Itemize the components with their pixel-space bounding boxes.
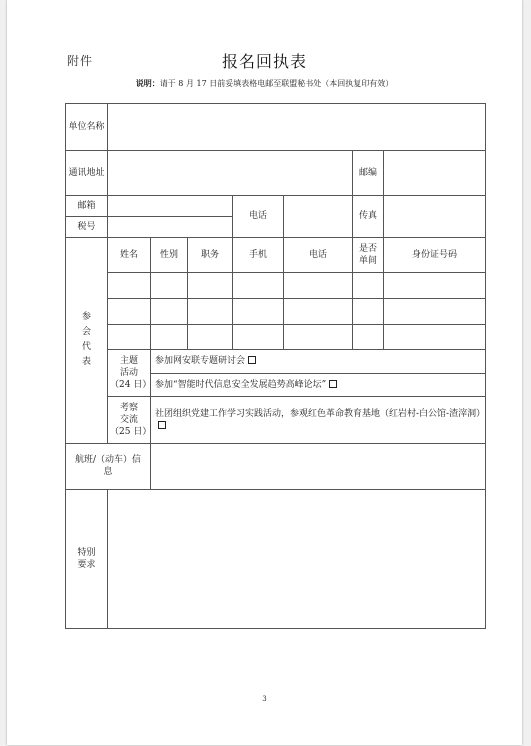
address-field[interactable] [108, 151, 353, 195]
checkbox-icon[interactable] [329, 380, 337, 388]
unit-name-row [66, 104, 486, 151]
theme-option-2[interactable] [151, 374, 486, 397]
instruction-note-label: 说明： [135, 79, 160, 88]
participant-id-cell[interactable] [384, 299, 486, 324]
participant-mobile-cell[interactable] [233, 324, 284, 349]
instruction-note [7, 78, 522, 89]
col-position: 职务 [188, 238, 233, 273]
participant-position-cell[interactable] [188, 273, 233, 299]
tax-label: 税号 [66, 216, 108, 237]
col-gender: 性别 [151, 238, 188, 273]
participants-label [66, 238, 108, 444]
registration-form-table [65, 103, 486, 629]
participant-name-cell[interactable] [108, 273, 151, 299]
email-label: 邮箱 [66, 195, 108, 216]
participant-phone-cell[interactable] [284, 324, 353, 349]
email-field[interactable] [108, 195, 233, 216]
visit-date: （25 日） [110, 426, 152, 437]
document-page [7, 0, 522, 745]
special-requirements-label [66, 489, 108, 628]
participant-row [66, 324, 486, 349]
theme-option-1-text: 参加网安联专题研讨会 [155, 356, 246, 367]
address-row [66, 151, 486, 195]
theme-activity-label-text: 主题活动 [119, 356, 138, 378]
col-phone: 电话 [284, 238, 353, 273]
participant-dine-cell[interactable] [353, 324, 384, 349]
participant-name-cell[interactable] [108, 324, 151, 349]
col-mobile: 手机 [233, 238, 284, 273]
col-dine: 是否单间 [353, 238, 384, 273]
participant-mobile-cell[interactable] [233, 299, 284, 324]
participants-label-text: 参会代表 [81, 312, 91, 368]
participant-gender-cell[interactable] [151, 299, 188, 324]
participant-phone-cell[interactable] [284, 299, 353, 324]
visit-option-text: 社团组织党建工作学习实践活动，参观红色革命教育基地（红岩村-白公馆-渣滓洞） [155, 408, 486, 419]
tax-field[interactable] [108, 216, 233, 237]
special-requirements-row [66, 489, 486, 628]
special-requirements-field[interactable] [108, 489, 486, 628]
visit-option[interactable] [151, 397, 486, 443]
participant-mobile-cell[interactable] [233, 273, 284, 299]
participant-id-cell[interactable] [384, 273, 486, 299]
visit-label [108, 397, 151, 443]
participant-phone-cell[interactable] [284, 273, 353, 299]
checkbox-icon[interactable] [158, 421, 166, 429]
flight-label-text: 航班/（动车）信息 [74, 455, 142, 478]
participants-header-row [66, 238, 486, 273]
fax-label: 传真 [353, 195, 384, 237]
theme-activity-label [108, 349, 151, 396]
special-requirements-label-text: 特别要求 [77, 547, 96, 570]
page-title: 报名回执表 [221, 52, 307, 71]
participant-gender-cell[interactable] [151, 324, 188, 349]
fax-field[interactable] [384, 195, 486, 237]
theme-activity-date: （24 日） [110, 380, 152, 390]
page-number: 3 [262, 695, 267, 703]
postcode-label: 邮编 [353, 151, 384, 195]
participant-position-cell[interactable] [188, 299, 233, 324]
theme-option-1[interactable] [151, 349, 486, 373]
postcode-field[interactable] [384, 151, 486, 195]
phone-field[interactable] [284, 195, 353, 237]
email-row [66, 195, 486, 216]
flight-label [66, 443, 151, 489]
participant-name-cell[interactable] [108, 299, 151, 324]
participant-row [66, 299, 486, 324]
visit-row [66, 397, 486, 443]
visit-label-text: 考察交流 [119, 402, 138, 425]
participant-gender-cell[interactable] [151, 273, 188, 299]
phone-label: 电话 [233, 195, 284, 237]
instruction-note-text: 请于 8 月 17 日前妥填表格电邮至联盟秘书处（本回执复印有效） [159, 79, 394, 88]
flight-row [66, 443, 486, 489]
participant-row [66, 273, 486, 299]
theme-activity-row-1 [66, 349, 486, 373]
theme-option-2-text: 参加“智能时代信息安全发展趋势高峰论坛” [155, 380, 327, 391]
unit-name-label: 单位名称 [66, 104, 108, 151]
participant-dine-cell[interactable] [353, 299, 384, 324]
col-name: 姓名 [108, 238, 151, 273]
participant-id-cell[interactable] [384, 324, 486, 349]
participant-dine-cell[interactable] [353, 273, 384, 299]
col-id: 身份证号码 [384, 238, 486, 273]
checkbox-icon[interactable] [248, 356, 256, 364]
flight-field[interactable] [151, 443, 486, 489]
unit-name-field[interactable] [108, 104, 486, 151]
attachment-label: 附件 [67, 54, 94, 68]
participant-position-cell[interactable] [188, 324, 233, 349]
address-label: 通讯地址 [66, 151, 108, 195]
